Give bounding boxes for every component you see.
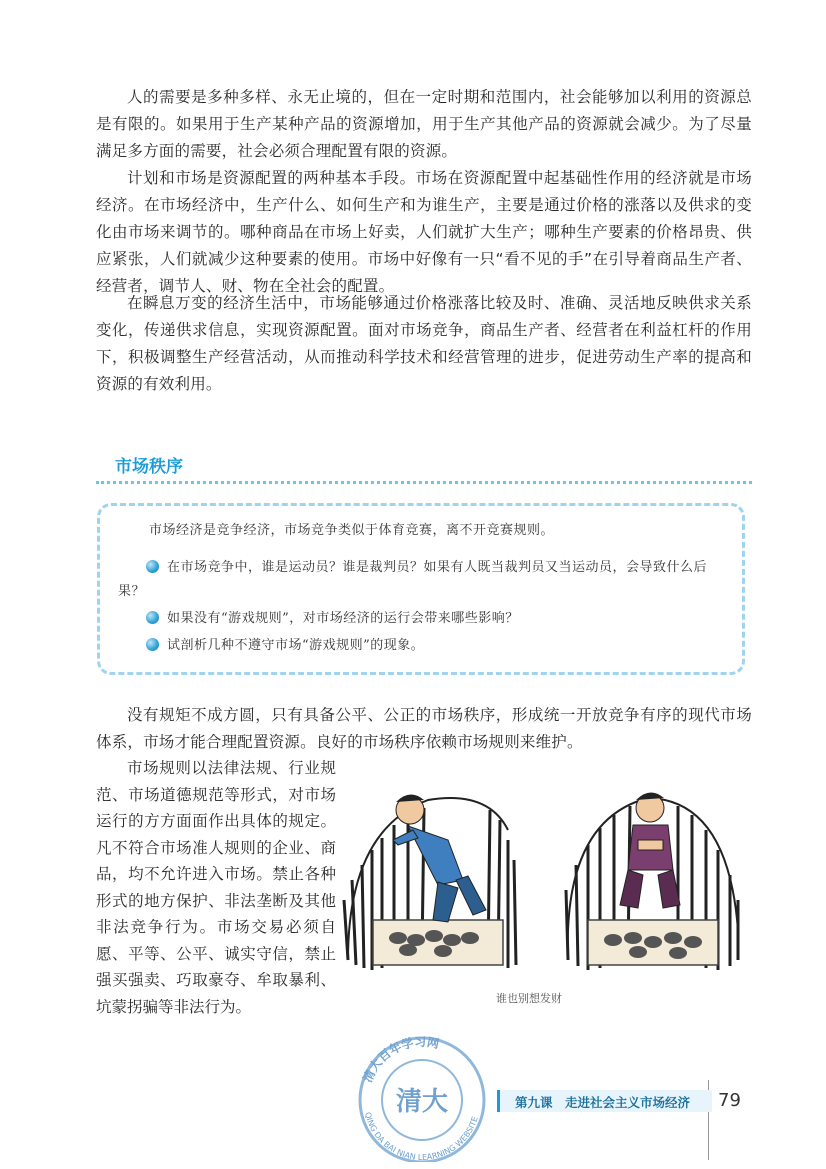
illustration-caption: 谁也别想发财 [496,992,562,1005]
cartoon-illustration [338,770,748,980]
page-number: 79 [718,1090,741,1111]
question-text: 如果没有“游戏规则”，对市场经济的运行会带来哪些影响？ [167,611,519,626]
discussion-question [118,607,730,631]
paragraph-market-rules: 市场规则以法律法规、行业规范、市场道德规范等形式，对市场运行的方方面面作出具体的规定。凡不符合市场准人规则的企业、商品，均不允许进入市场。禁止各种形式的地方保护、非法垄断及其他非法竞争行为。市场交易必须自愿、平等、公平、诚实守信，禁止强买强卖、巧取豪夺、牟取暴利、坑蒙拐骗等非法行为。 [96,759,336,1016]
watermark-seal-icon [348,1030,496,1162]
dotted-divider [96,481,752,484]
discussion-question [118,634,730,658]
footer-chapter-title: 第九课 走进社会主义市场经济 [515,1095,691,1110]
seal-text-bottom: QING DA BAI NIAN LEARNING WEBSITE [362,1111,480,1162]
question-bullet-icon [146,638,159,651]
question-bullet-icon [146,560,159,573]
discussion-intro: 市场经济是竞争经济，市场竞争类似于体育竞赛，离不开竞赛规则。 [149,523,555,538]
seal-text-top: 清大百年学习网 [360,1034,441,1085]
discussion-box [97,503,745,675]
paragraph-plan-and-market: 计划和市场是资源配置的两种基本手段。市场在资源配置中起基础性作用的经济就是市场经济。在市场经济中，生产什么、如何生产和为谁生产，主要是通过价格的涨落以及供求的变化由市场来调节的。哪种商品在市场上好卖，人们就扩大生产；哪种生产要素的价格昂贵、供应紧张，人们就减少这种要素的使用。市场中好像有一只“看不见的手”在引导着商品生产者、经营者，调节人、财、物在全社会的配置。 [96,169,752,295]
seal-center-text: 清大 [395,1087,449,1117]
question-bullet-icon [146,611,159,624]
paragraph-market-role: 在瞬息万变的经济生活中，市场能够通过价格涨落比较及时、准确、灵活地反映供求关系变化，传递供求信息，实现资源配置。面对市场竞争，商品生产者、经营者在利益杠杆的作用下，积极调整生产经营活动，从而推动科学技术和经营管理的进步，促进劳动生产率的提高和资源的有效利用。 [96,294,752,393]
svg-text:QING DA BAI NIAN LEARNING WEBS [363,1111,480,1162]
paragraph-market-order: 没有规矩不成方圆，只有具备公平、公正的市场秩序，形成统一开放竞争有序的现代市场体系，市场才能合理配置资源。良好的市场秩序依赖市场规则来维护。 [96,706,752,751]
paragraph-resource-scarcity: 人的需要是多种多样、永无止境的，但在一定时期和范围内，社会能够加以利用的资源总是有限的。如果用于生产某种产品的资源增加，用于生产其他产品的资源就会减少。为了尽量满足多方面的需要，社会必须合理配置有限的资源。 [96,88,752,160]
section-title: 市场秩序 [115,457,183,477]
discussion-question [118,556,730,604]
question-text: 在市场竞争中，谁是运动员？谁是裁判员？如果有人既当裁判员又当运动员，会导致什么后果？ [118,560,708,599]
question-text: 试剖析几种不遵守市场“游戏规则”的现象。 [167,638,425,653]
